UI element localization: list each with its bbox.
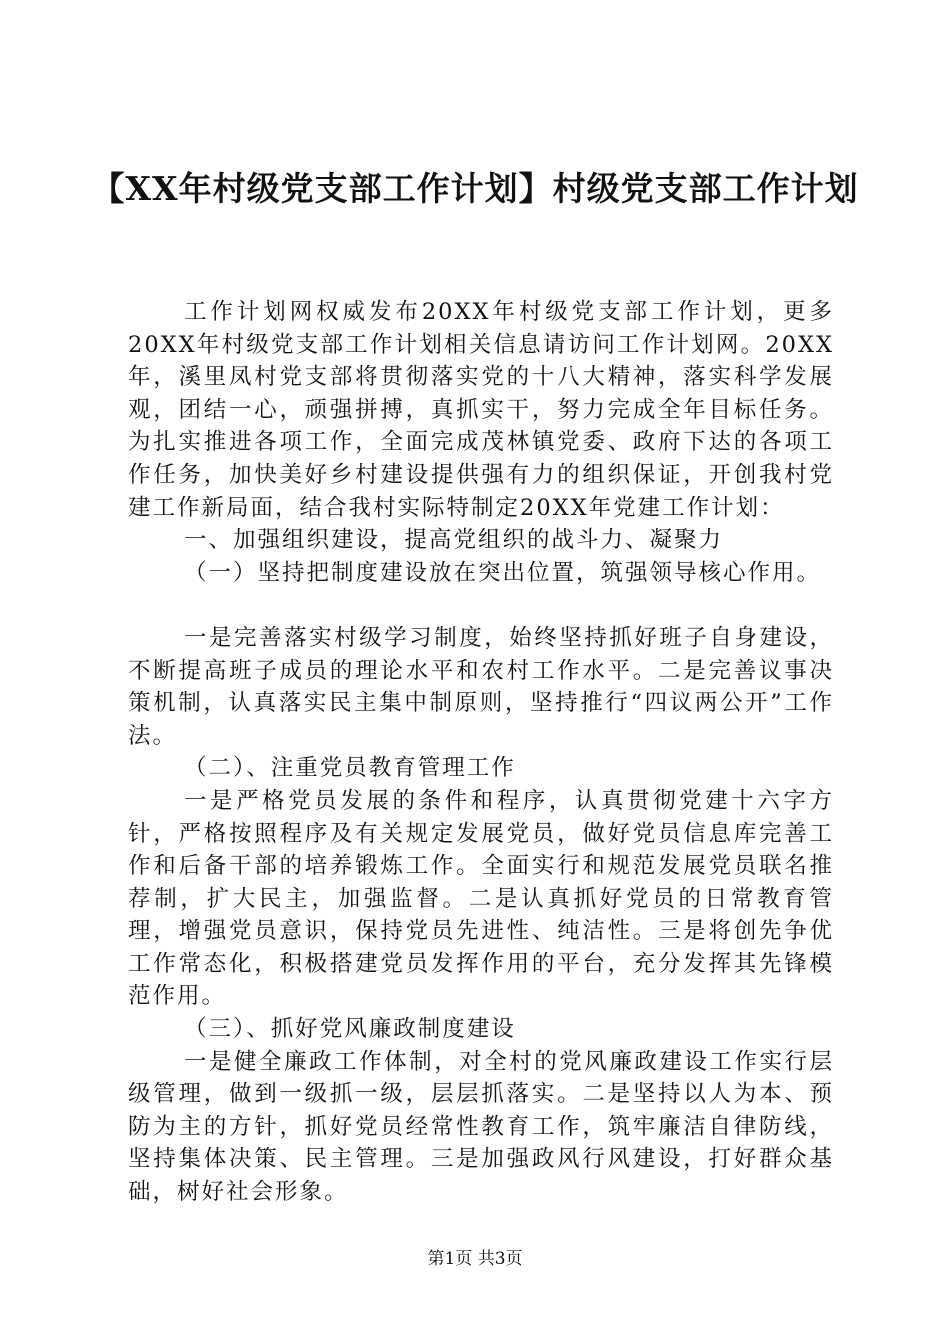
subsection-heading-3: （三）、抓好党风廉政制度建设 [184, 1016, 516, 1043]
subsection-body-3: 一是健全廉政工作体制，对全村的党风廉政建设工作实行层级管理，做到一级抓一级，层层抓落实。二是坚持以人为本、预防为主的方针，抓好党员经常性教育工作，筑牢廉洁自律防线，坚持集体决策、民主管理。三是加强政风行风建设，打好群众基础，树好社会形象。 [128, 1048, 834, 1206]
document-title: 【XX年村级党支部工作计划】村级党支部工作计划 [91, 169, 859, 208]
subsection-body-1: 一是完善落实村级学习制度，始终坚持抓好班子自身建设，不断提高班子成员的理论水平和农村工作水平。二是完善议事决策机制，认真落实民主集中制原则，坚持推行“四议两公开”工作法。 [128, 624, 834, 749]
subsection-heading-2: （二）、注重党员教育管理工作 [184, 755, 516, 782]
subsection-heading-1: （一）坚持把制度建设放在突出位置，筑强领导核心作用。 [184, 559, 822, 586]
intro-paragraph: 工作计划网权威发布20XX年村级党支部工作计划，更多20XX年村级党支部工作计划相关信息请访问工作计划网。20XX年，溪里凤村党支部将贯彻落实党的十八大精神，落实科学发展观，团结一心，顽强拼搏，真抓实干，努力完成全年目标任务。为扎实推进各项工作，全面完成茂林镇党委、政府下达的各项工作任务，加快美好乡村建设提供强有力的组织保证，开创我村党建工作新局面，结合我村实际特制定20XX年党建工作计划： [128, 299, 834, 521]
subsection-body-2: 一是严格党员发展的条件和程序，认真贯彻党建十六字方针，严格按照程序及有关规定发展党员，做好党员信息库完善工作和后备干部的培养锻炼工作。全面实行和规范发展党员联名推荐制，扩大民主，加强监督。二是认真抓好党员的日常教育管理，增强党员意识，保持党员先进性、纯洁性。三是将创先争优工作常态化，积极搭建党员发挥作用的平台，充分发挥其先锋模范作用。 [128, 787, 834, 1010]
document-body [128, 296, 834, 1209]
section-heading-1: 一、加强组织建设，提高党组织的战斗力、凝聚力 [184, 527, 724, 554]
paragraph-gap [128, 589, 834, 622]
page-footer: 第1页 共3页 [427, 1249, 523, 1269]
